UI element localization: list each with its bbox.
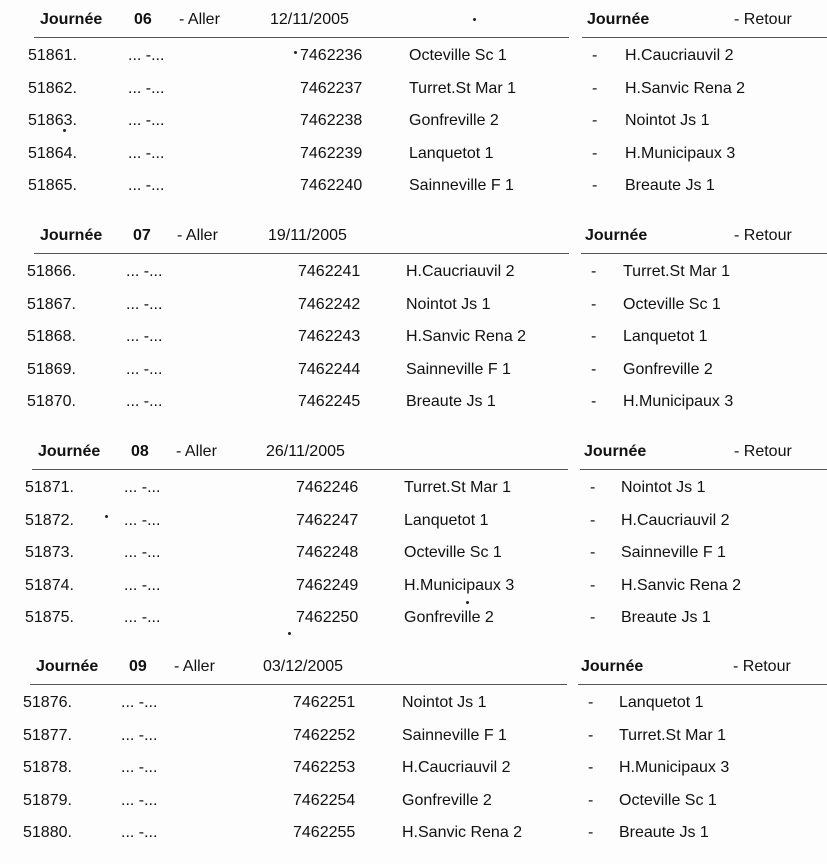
match-code: 7462239 (300, 144, 363, 162)
round-number: 06 (134, 11, 152, 28)
scan-speck (288, 632, 291, 635)
header-rule-right (582, 37, 827, 38)
home-team: Octeville Sc 1 (404, 544, 502, 561)
scan-speck (105, 515, 108, 518)
aller-label: - Aller (176, 443, 217, 460)
match-placeholder: ... -... (126, 393, 163, 410)
match-row (0, 387, 827, 420)
match-placeholder: ... -... (124, 609, 161, 626)
retour-label: - Retour (733, 658, 791, 675)
match-code: 7462255 (293, 824, 356, 841)
match-row (0, 538, 827, 571)
separator: - (588, 726, 594, 744)
match-row (0, 721, 827, 754)
separator: - (592, 79, 598, 97)
retour-label: - Retour (734, 227, 792, 244)
match-code: 7462254 (293, 791, 356, 809)
match-placeholder: ... -... (126, 295, 163, 313)
away-team: H.Sanvic Rena 2 (625, 79, 746, 97)
match-code: 7462237 (300, 79, 363, 97)
match-code: 7462236 (300, 47, 363, 64)
away-team: Breaute Js 1 (619, 824, 709, 841)
match-row (0, 41, 827, 74)
match-row (0, 753, 827, 786)
match-placeholder: ... -... (128, 47, 165, 64)
match-row (0, 171, 827, 204)
match-code: 7462240 (300, 177, 363, 194)
match-placeholder: ... -... (121, 791, 158, 809)
away-team: Octeville Sc 1 (623, 295, 721, 313)
match-row (0, 74, 827, 107)
home-team: Octeville Sc 1 (409, 47, 507, 64)
round-block (0, 439, 827, 626)
separator: - (592, 47, 598, 64)
round-block (0, 654, 827, 841)
header-rule-left (32, 469, 568, 470)
away-team: Breaute Js 1 (621, 609, 711, 626)
match-row (0, 257, 827, 290)
match-code: 7462253 (293, 759, 356, 776)
aller-label: - Aller (179, 11, 220, 28)
separator: - (588, 694, 594, 711)
match-row (0, 688, 827, 721)
round-date: 19/11/2005 (268, 227, 347, 244)
match-id: 51868. (27, 328, 76, 345)
home-team: H.Caucriauvil 2 (406, 263, 515, 280)
scan-speck (473, 18, 476, 21)
separator: - (591, 393, 597, 410)
match-id: 51863. (28, 112, 77, 129)
home-team: Nointot Js 1 (402, 694, 487, 711)
match-id: 51866. (27, 263, 76, 280)
match-placeholder: ... -... (128, 177, 165, 194)
match-id: 51865. (28, 177, 77, 194)
header-rule-left (34, 253, 569, 254)
match-row (0, 818, 827, 851)
match-id: 51870. (27, 393, 76, 410)
header-rule-right (580, 469, 827, 470)
match-code: 7462248 (296, 544, 359, 561)
header-rule-left (34, 37, 569, 38)
match-code: 7462245 (298, 393, 361, 410)
journee-label: Journée (36, 658, 99, 675)
round-number: 09 (129, 658, 147, 675)
round-header (0, 654, 827, 682)
match-code: 7462249 (296, 576, 359, 594)
separator: - (590, 609, 596, 626)
round-number: 08 (131, 443, 149, 460)
away-team: H.Caucriauvil 2 (621, 511, 730, 529)
round-date: 26/11/2005 (266, 443, 345, 460)
match-row (0, 473, 827, 506)
match-id: 51874. (25, 576, 74, 594)
match-placeholder: ... -... (124, 511, 161, 529)
match-id: 51861. (28, 47, 77, 64)
match-code: 7462243 (298, 328, 361, 345)
journee-retour-label: Journée (584, 443, 647, 460)
away-team: Lanquetot 1 (619, 694, 704, 711)
journee-label: Journée (40, 11, 103, 28)
separator: - (590, 479, 596, 496)
header-rule-right (581, 253, 827, 254)
separator: - (591, 295, 597, 313)
match-code: 7462252 (293, 726, 356, 744)
home-team: Turret.St Mar 1 (409, 79, 516, 97)
journee-retour-label: Journée (581, 658, 644, 675)
round-date: 12/11/2005 (270, 11, 349, 28)
away-team: Breaute Js 1 (625, 177, 715, 194)
match-row (0, 786, 827, 819)
match-placeholder: ... -... (124, 576, 161, 594)
match-placeholder: ... -... (128, 144, 165, 162)
away-team: Lanquetot 1 (623, 328, 708, 345)
separator: - (590, 576, 596, 594)
home-team: H.Sanvic Rena 2 (402, 824, 523, 841)
match-code: 7462244 (298, 360, 361, 378)
separator: - (592, 112, 598, 129)
match-placeholder: ... -... (121, 694, 158, 711)
scan-speck (466, 601, 469, 604)
away-team: H.Municipaux 3 (619, 759, 730, 776)
home-team: Turret.St Mar 1 (404, 479, 511, 496)
match-placeholder: ... -... (126, 263, 163, 280)
separator: - (588, 824, 594, 841)
home-team: Lanquetot 1 (404, 511, 489, 529)
home-team: Sainneville F 1 (409, 177, 514, 194)
away-team: H.Municipaux 3 (623, 393, 734, 410)
match-row (0, 506, 827, 539)
away-team: H.Caucriauvil 2 (625, 47, 734, 64)
match-id: 51871. (25, 479, 74, 496)
retour-label: - Retour (734, 443, 792, 460)
match-id: 51862. (28, 79, 77, 97)
match-placeholder: ... -... (126, 360, 163, 378)
away-team: Nointot Js 1 (625, 112, 710, 129)
round-block (0, 7, 827, 194)
separator: - (588, 759, 594, 776)
match-code: 7462250 (296, 609, 359, 626)
home-team: Gonfreville 2 (404, 609, 494, 626)
match-placeholder: ... -... (121, 726, 158, 744)
match-code: 7462247 (296, 511, 359, 529)
round-header (0, 7, 827, 35)
match-id: 51880. (23, 824, 72, 841)
home-team: Sainneville F 1 (406, 360, 511, 378)
match-row (0, 603, 827, 636)
away-team: Gonfreville 2 (623, 360, 713, 378)
home-team: Gonfreville 2 (409, 112, 499, 129)
home-team: H.Caucriauvil 2 (402, 759, 511, 776)
round-date: 03/12/2005 (263, 658, 344, 675)
match-id: 51875. (25, 609, 74, 626)
match-row (0, 571, 827, 604)
journee-retour-label: Journée (585, 227, 648, 244)
home-team: Breaute Js 1 (406, 393, 496, 410)
match-id: 51878. (23, 759, 72, 776)
separator: - (591, 328, 597, 345)
separator: - (592, 144, 598, 162)
scan-speck (294, 51, 297, 54)
away-team: Turret.St Mar 1 (619, 726, 726, 744)
aller-label: - Aller (174, 658, 215, 675)
journee-retour-label: Journée (587, 11, 650, 28)
home-team: H.Sanvic Rena 2 (406, 328, 527, 345)
match-row (0, 322, 827, 355)
match-id: 51879. (23, 791, 72, 809)
match-row (0, 139, 827, 172)
match-id: 51864. (28, 144, 77, 162)
match-code: 7462241 (298, 263, 361, 280)
away-team: Nointot Js 1 (621, 479, 706, 496)
match-id: 51867. (27, 295, 76, 313)
match-placeholder: ... -... (121, 759, 158, 776)
match-row (0, 106, 827, 139)
match-placeholder: ... -... (128, 112, 165, 129)
round-header (0, 439, 827, 467)
home-team: Gonfreville 2 (402, 791, 492, 809)
scan-speck (63, 129, 66, 132)
separator: - (592, 177, 598, 194)
match-code: 7462242 (298, 295, 361, 313)
away-team: Octeville Sc 1 (619, 791, 717, 809)
journee-label: Journée (40, 227, 103, 244)
separator: - (588, 791, 594, 809)
match-placeholder: ... -... (124, 479, 161, 496)
away-team: Sainneville F 1 (621, 544, 726, 561)
header-rule-right (578, 684, 827, 685)
match-placeholder: ... -... (121, 824, 158, 841)
away-team: H.Sanvic Rena 2 (621, 576, 742, 594)
aller-label: - Aller (177, 227, 218, 244)
match-placeholder: ... -... (126, 328, 163, 345)
separator: - (591, 263, 597, 280)
round-header (0, 223, 827, 251)
round-number: 07 (133, 227, 151, 244)
match-id: 51872. (25, 511, 74, 529)
separator: - (590, 511, 596, 529)
retour-label: - Retour (734, 11, 792, 28)
match-id: 51877. (23, 726, 72, 744)
round-block (0, 223, 827, 410)
match-placeholder: ... -... (124, 544, 161, 561)
match-code: 7462238 (300, 112, 363, 129)
journee-label: Journée (38, 443, 101, 460)
home-team: Lanquetot 1 (409, 144, 494, 162)
away-team: H.Municipaux 3 (625, 144, 736, 162)
header-rule-left (30, 684, 567, 685)
match-id: 51873. (25, 544, 74, 561)
match-row (0, 355, 827, 388)
separator: - (591, 360, 597, 378)
away-team: Turret.St Mar 1 (623, 263, 730, 280)
home-team: Nointot Js 1 (406, 295, 491, 313)
separator: - (590, 544, 596, 561)
match-row (0, 290, 827, 323)
home-team: H.Municipaux 3 (404, 576, 515, 594)
match-id: 51869. (27, 360, 76, 378)
home-team: Sainneville F 1 (402, 726, 507, 744)
match-placeholder: ... -... (128, 79, 165, 97)
match-code: 7462246 (296, 479, 359, 496)
match-id: 51876. (23, 694, 72, 711)
match-code: 7462251 (293, 694, 356, 711)
